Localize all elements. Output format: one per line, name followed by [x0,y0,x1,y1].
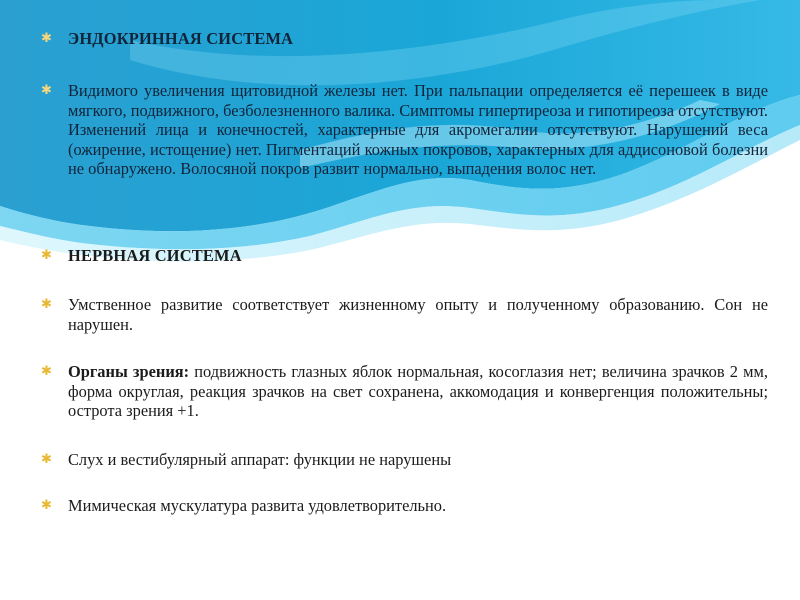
star-bullet-icon: ✱ [41,248,53,263]
nervous-heading: НЕРВНАЯ СИСТЕМА [68,246,242,265]
mental-development-text: Умственное развитие соответствует жизненному опыту и полученному образованию. Сон не нарушен. [68,295,768,334]
star-bullet-icon: ✱ [41,364,52,379]
hearing-item [38,450,768,470]
hearing-text: Слух и вестибулярный аппарат: функции не нарушены [68,450,452,469]
mental-development-item [38,295,768,334]
star-bullet-icon: ✱ [41,31,53,46]
vision-text: подвижность глазных яблок нормальная, косоглазия нет; величина зрачков 2 мм, форма округлая, реакция зрачков на свет сохранена, аккомодация и конвергенция положительны; острота зрения +1. [68,362,768,421]
facial-muscles-item [38,496,768,516]
endocrine-heading-item [38,29,768,49]
vision-label: Органы зрения: [68,362,190,381]
vision-item [38,362,768,421]
endocrine-heading: ЭНДОКРИННАЯ СИСТЕМА [68,29,294,48]
nervous-heading-item [38,246,768,266]
star-bullet-icon: ✱ [41,297,52,312]
star-bullet-icon: ✱ [41,498,52,513]
facial-muscles-text: Мимическая мускулатура развита удовлетворительно. [68,496,447,515]
endocrine-description-item [38,81,768,179]
star-bullet-icon: ✱ [41,83,52,98]
endocrine-description: Видимого увеличения щитовидной железы нет. При пальпации определяется её перешеек в виде мягкого, подвижного, безболезненного валика. Симптомы гипертиреоза и гипотиреоза отсутствуют. Изменений лица и конечностей, характерные для акромегалии отсутствуют. Нарушений веса (ожирение, истощение) нет. Пигментаций кожных покровов, характерных для аддисоновой болезни не обнаружено. Волосяной покров развит нормально, выпадения волос нет. [68,81,768,179]
star-bullet-icon: ✱ [41,452,52,467]
